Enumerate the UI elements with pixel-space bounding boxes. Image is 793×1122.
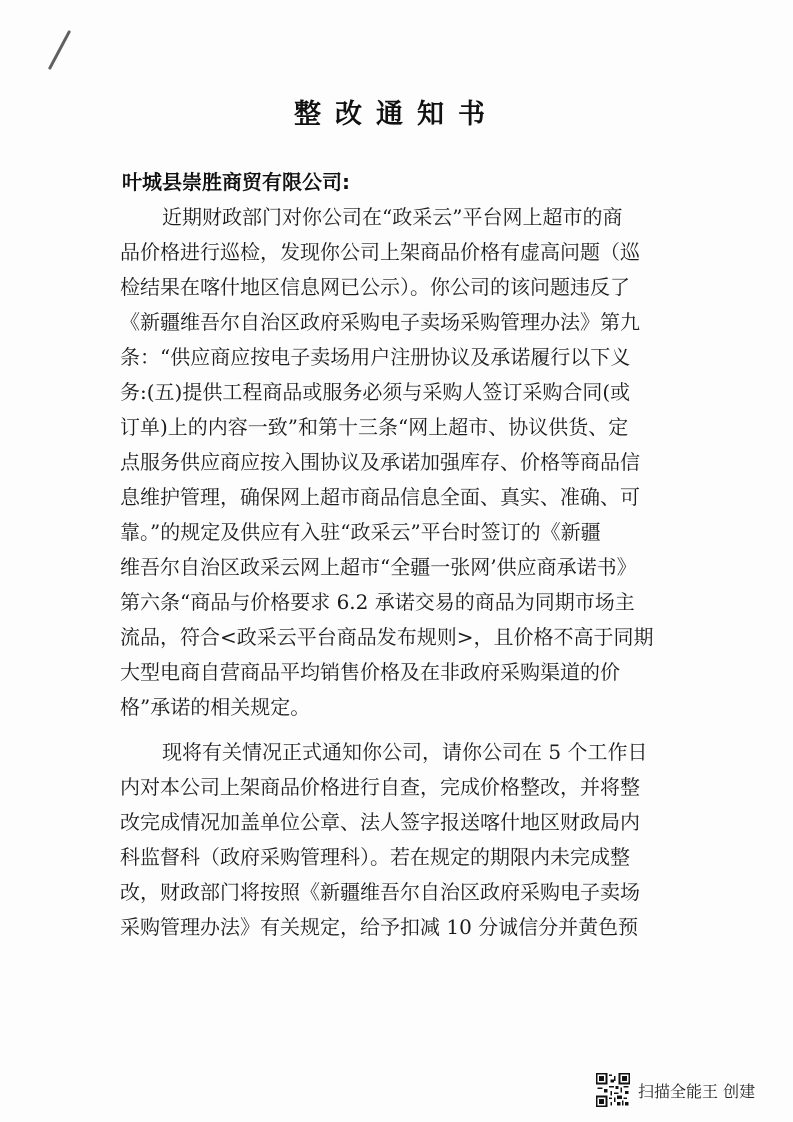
body-line: 格”承诺的相关规定。 [120,695,311,719]
body-line: 条：“供应商应按电子卖场用户注册协议及承诺履行以下义 [120,345,631,369]
body-line: 内对本公司上架商品价格进行自查，完成价格整改，并将整 [120,775,640,799]
body-line: 检结果在喀什地区信息网已公示）。你公司的该问题违反了 [120,275,630,299]
pen-mark [48,30,71,70]
body-line: 点服务供应商应按入围协议及承诺加强库存、价格等商品信 [120,450,640,474]
document-body [120,200,680,945]
body-line: 科监督科（政府采购管理科）。若在规定的期限内未完成整 [120,845,630,869]
recipient-line: 叶城县崇胜商贸有限公司: [122,170,350,194]
body-line: 改完成情况加盖单位公章、法人签字报送喀什地区财政局内 [120,810,640,834]
body-line: 采购管理办法》有关规定，给予扣减 10 分诚信分并黄色预 [120,915,639,939]
body-line: 现将有关情况正式通知你公司，请你公司在 5 个工作日 [162,740,648,764]
body-line: 维吾尔自治区政采云网上超市“全疆一张网’供应商承诺书》 [120,555,637,579]
body-line: 息维护管理，确保网上超市商品信息全面、真实、准确、可 [120,485,640,509]
body-line: 务:(五)提供工程商品或服务必须与采购人签订采购合同(或 [120,380,631,404]
qr-code-icon [596,1073,630,1107]
body-line: 近期财政部门对你公司在“政采云”平台网上超市的商 [162,205,623,229]
body-line: 大型电商自营商品平均销售价格及在非政府采购渠道的价 [120,660,620,684]
document-title: 整改通知书 [294,99,499,130]
watermark-text: 扫描全能王 创建 [638,1081,756,1101]
scanner-watermark [596,1070,755,1110]
body-line: 改，财政部门将按照《新疆维吾尔自治区政府采购电子卖场 [120,880,640,904]
body-line: 订单)上的内容一致”和第十三条“网上超市、协议供货、定 [120,415,629,439]
body-line: 第六条“商品与价格要求 6.2 承诺交易的商品为同期市场主 [120,590,635,614]
body-line: 《新疆维吾尔自治区政府采购电子卖场采购管理办法》第九 [120,310,640,334]
body-line: 品价格进行巡检，发现你公司上架商品价格有虚高问题（巡 [120,240,640,264]
body-line: 流品，符合<政采云平台商品发布规则>，且价格不高于同期 [120,625,654,649]
body-line: 靠。”的规定及供应有入驻“政采云”平台时签订的《新疆 [120,520,601,544]
